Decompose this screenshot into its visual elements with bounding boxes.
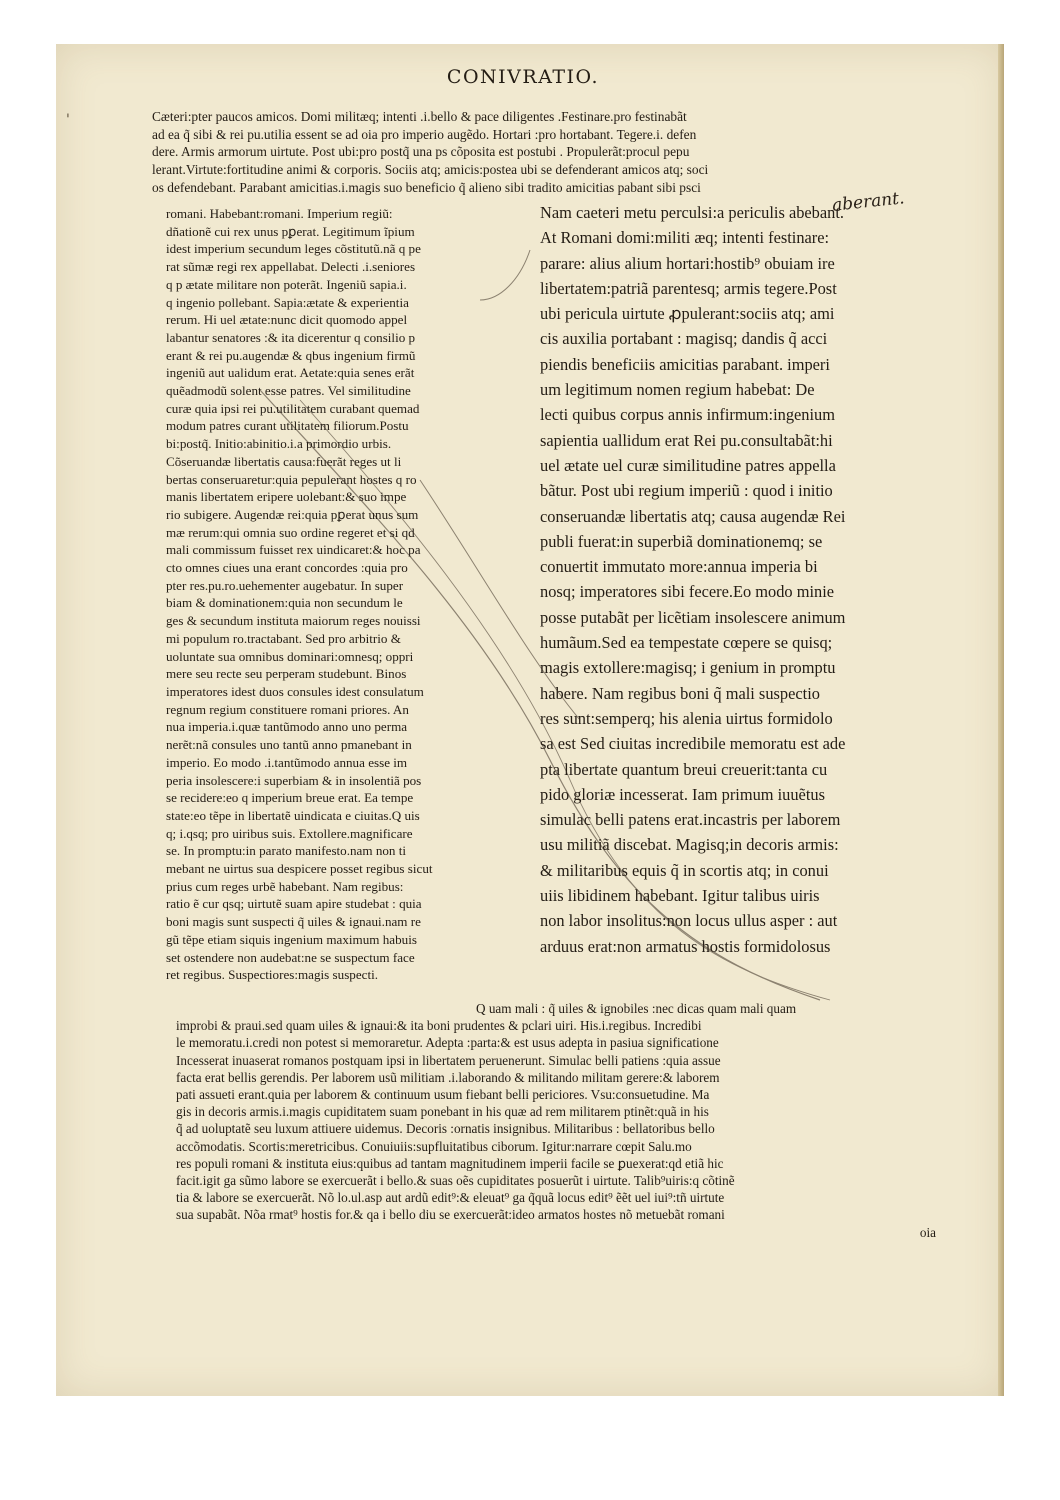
left-commentary-line: manis libertatem eripere uolebant:& suo impe [166, 489, 407, 505]
left-commentary-line: q p ætate militare non poterãt. Ingeniũ sapia.i. [166, 276, 407, 292]
left-commentary-line: quẽadmodũ solent esse patres. Vel similitudine [166, 383, 411, 399]
left-commentary-line: cto omnes ciues una erant concordes :quia pro [166, 560, 408, 576]
main-text-line: res sunt:semperq; his alenia uirtus formidolo [540, 708, 833, 728]
main-text-line: cis auxilia portabant : magisq; dandis q̃ acci [540, 329, 828, 349]
bottom-commentary-line: improbi & praui.sed quam uiles & ignaui:& ita boni prudentes & pclari uiri. His.i.regibus. Incredibi [176, 1018, 702, 1034]
main-text-line: ubi pericula uirtute ꝓpulerant:sociis atq; ami [540, 304, 835, 324]
main-text-line: At Romani domi:militi æq; intenti festinare: [540, 228, 830, 248]
top-commentary-line: dere. Armis armorum uirtute. Post ubi:pro postq̃ una ps cõposita est postubi . Propulerãt:procul pepu [152, 144, 690, 160]
left-commentary-line: se recidere:eo q imperium breue erat. Ea tempe [166, 790, 414, 806]
main-text-line: usu militiã discebat. Magisq;in decoris armis: [540, 835, 839, 855]
bottom-commentary-line: oia [919, 1224, 936, 1240]
main-text-line: & militaribus equis q̃ in scortis atq; in conui [540, 860, 829, 880]
left-commentary-line: erant & rei pu.augendæ & qbus ingenium firmũ [166, 347, 416, 363]
left-commentary-line: dñationẽ cui rex unus pꝑerat. Legitimum ĩpium [166, 223, 415, 239]
bottom-commentary-line: sua supabãt. Nõa rmat⁹ hostis for.& qa i bello diu se exercuerãt:ideo armatos hostes nõ metuebãt romani [176, 1207, 725, 1223]
main-text-line: non labor insolitus:non locus ullus asper : aut [540, 911, 838, 931]
main-text-line: magis extollere:magisq; i genium in promptu [540, 658, 836, 678]
bottom-commentary-line: gis in decoris armis.i.magis cupiditatem suam ponebant in his quæ ad rem militarem ptinẽt:quã in his [176, 1104, 709, 1120]
top-commentary [152, 108, 930, 197]
bottom-commentary-line: facit.igit ga sũmo labore se exercuerãt i bello.& suas oẽs cupiditates posuerũt i uirtute. Talib⁹uiris:q cõtinẽ [176, 1173, 735, 1189]
main-text-line: piendis beneficiis amicitias parabant. imperi [540, 354, 830, 374]
margin-annotation: aberant. [831, 188, 906, 216]
left-commentary-line: regnum regium constituere romani priores. An [166, 701, 409, 717]
left-commentary-line: modum patres curant utilitatem filiorum.Postu [166, 418, 409, 434]
left-commentary-line: bertas conseruaretur:quia pepulerant hostes q ro [166, 471, 417, 487]
left-commentary-line: ingeniũ aut ualidum erat. Aetate:quia senes erãt [166, 365, 415, 381]
left-commentary-line: ratio ẽ cur qsq; uirtutẽ suam apire studebat : quia [166, 896, 422, 912]
main-text-line: sapientia uallidum erat Rei pu.consultabãt:hi [540, 430, 833, 450]
main-text-line: Nam caeteri metu perculsi:a periculis abebant. [540, 203, 845, 222]
left-commentary-line: imperatores idest duos consules idest consulatum [166, 683, 424, 699]
left-commentary-line: nua imperia.i.quæ tantũmodo anno uno perma [166, 719, 408, 735]
left-commentary-line: peria insolescere:i superbiam & in insolentiã pos [166, 772, 422, 788]
bottom-commentary-line: tia & labore se exercuerãt. Nõ lo.ul.asp aut ardũ edit⁹:& eleuat⁹ ga q̃quã locus edit⁹ ẽẽt uel iui⁹:tñ uirtute [176, 1190, 725, 1206]
margin-mark: ' [66, 112, 70, 128]
main-text-line: um legitimum nomen regium habebat: De [540, 380, 815, 400]
left-commentary-line: prius cum reges urbẽ habebant. Nam regibus: [166, 878, 404, 894]
left-commentary-line: imperio. Eo modo .i.tantũmodo annua esse im [166, 754, 408, 770]
left-commentary-line: bi:postq̃. Initio:abinitio.i.a primordio urbis. [166, 436, 392, 452]
main-text-line: humãum.Sed ea tempestate cœpere se quisq; [540, 633, 833, 653]
left-commentary-line: mere seu recte seu perperam studebunt. Binos [166, 666, 407, 682]
bottom-commentary-line: res populi romani & instituta eius:quibus ad tantam magnitudinem imperii facile se ꝑuexerat:qd etiã hic [176, 1155, 724, 1171]
bottom-commentary [176, 1000, 936, 1241]
left-commentary-line: mebant ne uirtus sua despicere posset regibus sicut [166, 861, 433, 877]
left-commentary-line: rerum. Hi uel ætate:nunc dicit quomodo appel [166, 312, 408, 328]
main-text [540, 200, 932, 959]
left-commentary-line: ges & secundum instituta maiorum reges nouissi [166, 613, 421, 629]
main-text-line: posse putabãt per licẽtiam insolescere animum [540, 607, 846, 627]
bottom-commentary-line: accõmodatis. Scortis:meretricibus. Conuiuiis:supfluitatibus ciborum. Igitur:narrare cœpit Salu.mo [176, 1138, 692, 1154]
left-commentary-line: uoluntate sua omnibus dominari:omnesq; oppri [166, 648, 414, 664]
bottom-commentary-line: le memoratu.i.credi non potest si memoraretur. Adepta :parta:& est usus adepta in pasiua significatione [176, 1035, 719, 1051]
main-text-line: publi fuerat:in superbiã dominationemq; se [540, 531, 823, 551]
main-text-line: arduus erat:non armatus hostis formidolosus [540, 936, 831, 956]
main-text-line: libertatem:patriã parentesq; armis tegere.Post [540, 278, 837, 298]
main-text-line: conuertit immutato more:annua imperia bi [540, 557, 818, 577]
left-commentary-line: curæ quia ipsi rei pu.utilitatem curabant quemad [166, 400, 420, 416]
main-text-line: lecti quibus corpus annis infirmum:ingenium [540, 405, 835, 425]
left-commentary-line: romani. Habebant:romani. Imperium regiũ: [166, 206, 393, 221]
left-commentary-line: rio subigere. Augendæ rei:quia pꝑerat unus sum [166, 506, 419, 522]
left-commentary-line: set ostendere non audebat:ne se suspectum face [166, 949, 415, 965]
running-title: CONIVRATIO. [446, 66, 600, 88]
left-commentary-line: q; i.qsq; pro uiribus suis. Extollere.magnificare [166, 825, 413, 841]
main-text-line: conseruandæ libertatis atq; causa augendæ Rei [540, 506, 846, 526]
left-commentary-line: state:eo tẽpe in libertatẽ uindicata e ciuitas.Q uis [166, 807, 420, 823]
bottom-commentary-line: Q uam mali : q̃ uiles & ignobiles :nec dicas quam mali quam [476, 1001, 797, 1016]
top-commentary-line: ad ea q̃ sibi & rei pu.utilia essent se ad oia pro imperio augẽdo. Hortari :pro hortabant. Tegere.i. defen [152, 126, 697, 142]
left-commentary-line: se. In promptu:in parato manifesto.nam non ti [166, 843, 407, 859]
left-commentary-line: q ingenio pollebant. Sapia:ætate & experientia [166, 294, 409, 310]
main-text-line: pido gloriæ incesserat. Iam primum iuuẽtus [540, 784, 825, 804]
bottom-commentary-line: facta erat bellis gerendis. Per laborem usũ militiam .i.laborando & militando militam gerere:& laborem [176, 1069, 720, 1085]
main-text-line: uel ætate uel curæ similitudine patres appella [540, 455, 836, 475]
left-commentary-line: biam & dominationem:quia non secundum le [166, 595, 403, 611]
left-commentary-line: gũ tẽpe etiam siquis ingenium maximum habuis [166, 931, 417, 947]
left-commentary-line: ret regibus. Suspectiores:magis suspecti. [166, 967, 379, 983]
top-commentary-line: os defendebant. Parabant amicitias.i.magis suo beneficio q̃ alieno sibi tradito amicitias pabant sibi psci [152, 179, 701, 195]
left-commentary-line: idest imperium secundum leges cõstitutũ.nã q pe [166, 241, 421, 257]
left-commentary-line: mi populum ro.tractabant. Sed pro arbitrio & [166, 630, 401, 646]
main-text-line: habere. Nam regibus boni q̃ mali suspectio [540, 683, 820, 703]
main-text-line: nosq; imperatores sibi fecere.Eo modo minie [540, 582, 835, 602]
left-commentary-line: nerẽt:nã consules uno tantũ anno pmanebant in [166, 737, 412, 753]
bottom-commentary-line: Incesserat inuaserat romanos postquam ipsi in libertatem peruenerunt. Simulac belli patiens :quia assue [176, 1052, 721, 1068]
main-text-line: simulac belli patens erat.incastris per laborem [540, 810, 841, 830]
left-commentary-line: Cõseruandæ libertatis causa:fuerãt reges ut li [166, 453, 402, 469]
left-commentary-line: mali commissum fuisset rex uindicaret:& hoc pa [166, 542, 421, 558]
top-commentary-line: lerant.Virtute:fortitudine animi & corporis. Sociis atq; amicis:postea ubi se defenderant amicos atq; soci [152, 162, 709, 178]
top-commentary-line: Cæteri:pter paucos amicos. Domi militæq; intenti .i.bello & pace diligentes .Festinare.pro festinabãt [152, 109, 687, 124]
left-commentary-line: labantur senatores :& ita dicerentur q consilio p [166, 329, 416, 345]
main-text-line: sa est Sed ciuitas incredibile memoratu est ade [540, 734, 846, 754]
left-commentary-line: boni magis sunt suspecti q̃ uiles & ignaui.nam re [166, 914, 421, 930]
left-commentary-line: pter res.pu.ro.uehementer augebatur. In super [166, 577, 404, 593]
main-text-line: parare: alius alium hortari:hostib⁹ obuiam ire [540, 253, 835, 273]
bottom-commentary-line: pati assueti erant.quia per laborem & continuum usum fiebant belli periciores. Vsu:consuetudine. Ma [176, 1087, 710, 1103]
main-text-line: bãtur. Post ubi regium imperiũ : quod i initio [540, 481, 833, 501]
left-commentary-line: mæ rerum:qui omnia suo ordine regeret et si qd [166, 524, 415, 540]
main-text-line: uiis libidinem habebant. Igitur talibus uiris [540, 886, 820, 906]
left-commentary-line: rat sũmæ regi rex appellabat. Delecti .i.seniores [166, 259, 416, 275]
bottom-commentary-line: q̃ ad uoluptatẽ seu luxum attiuere uidemus. Decoris :ornatis insignibus. Militaribus : bellatoribus bello [176, 1121, 715, 1137]
main-text-line: pta libertate quantum breui creuerit:tanta cu [540, 759, 828, 779]
left-commentary [166, 205, 526, 984]
